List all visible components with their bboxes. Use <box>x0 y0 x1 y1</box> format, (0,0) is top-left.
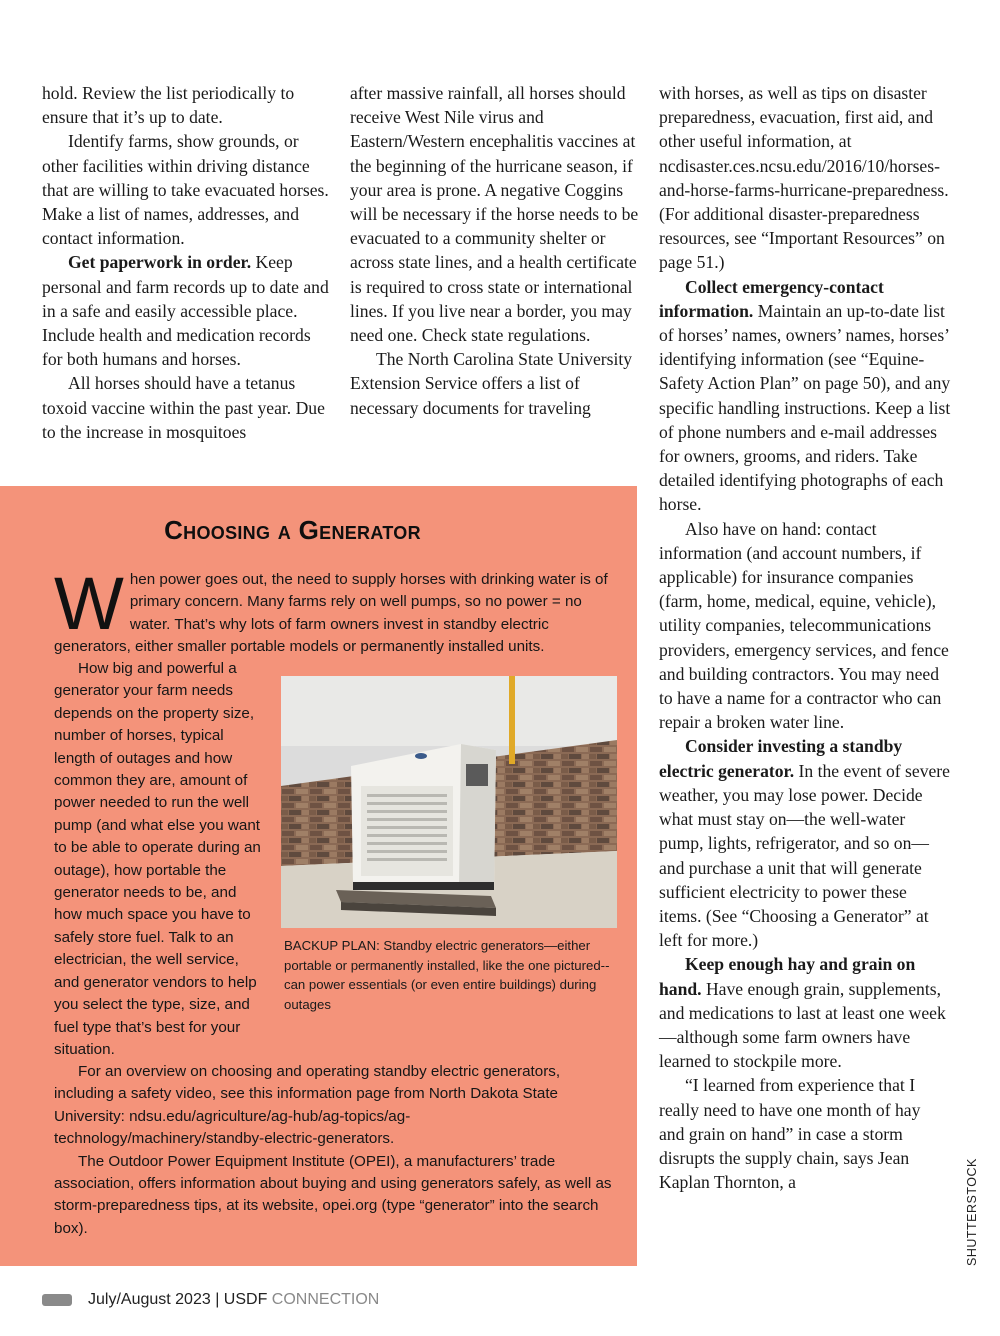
paragraph-lead-in: Keep enough hay and grain on hand. <box>659 954 916 999</box>
column-3 <box>659 81 951 1194</box>
column-2 <box>350 81 640 420</box>
drop-cap: W <box>54 562 124 645</box>
sidebar-title: Choosing a Generator <box>164 515 421 545</box>
sidebar-p3: For an overview on choosing and operating standby electric generators, including a safety video, see this information page from North Dakota State University: ndsu.edu/agriculture/ag-hub/ag-topics/ag-technology/machinery/standby-electric-generators. <box>54 1063 561 1148</box>
photo-credit: SHUTTERSTOCK <box>965 1158 979 1266</box>
col1-paragraph: All horses should have a tetanus toxoid vaccine within the past year. Due to the increase in mosquitoes <box>42 373 325 442</box>
page-footer <box>42 1291 379 1309</box>
col3-paragraph <box>659 952 951 1073</box>
paragraph-body: Have enough grain, supplements, and medications to last at least one week—although some farm owners have learned to stockpile more. <box>659 978 946 1072</box>
issue-date: July/August 2023 <box>88 1291 211 1308</box>
sidebar-p2-text: How big and powerful a generator your farm needs depends on the property size, number of horses, typical length of outages and how common they are, amount of power needed to run the well pump (and what else you want to be able to operate during an outage), how portable the generator needs to be, and how much space you have to safely store fuel. Talk to an electrician, the well service, and generator vendors to help you select the type, size, and fuel type that’s best for your situation. <box>54 660 261 1058</box>
col2-paragraph: after massive rainfall, all horses should receive West Nile virus and Eastern/Western encephalitis vaccines at the beginning of the hurricane season, if your area is prone. A negative Coggins will be necessary if the horse needs to be evacuated to a community shelter or across state lines, and a health certificate is required to cross state or international lines. If you live near a border, you may need one. Check state regulations. <box>350 83 639 346</box>
generator-photo <box>281 676 617 928</box>
sidebar-p4: The Outdoor Power Equipment Institute (OPEI), a manufacturers’ trade association, offers information about buying and using generators safely, as well as storm-preparedness tips, at its website, opei.org (type “generator” into the search box). <box>54 1152 612 1237</box>
paragraph-lead-in: Collect emergency-contact information. <box>659 276 884 321</box>
paragraph-lead-in: Consider investing a standby electric generator. <box>659 736 903 781</box>
col2-paragraph: The North Carolina State University Extension Service offers a list of necessary documents for traveling <box>350 349 633 418</box>
paragraph-body: Keep personal and farm records up to date and in a safe and easily accessible place. Include health and medication records for both humans and horses. <box>42 252 329 370</box>
col3-paragraph: Also have on hand: contact information (and account numbers, if applicable) for insurance companies (farm, home, medical, equine, vehicle), utility companies, telecommunications providers, emergency services, and fence and building contractors. You may need to have a name for a contractor who can repair a broken water line. <box>659 518 949 733</box>
sidebar-intro <box>54 562 620 659</box>
col3-paragraph <box>659 275 951 517</box>
col3-paragraph <box>659 734 951 952</box>
column-1 <box>42 81 332 444</box>
sidebar-paragraph-3 <box>54 1061 620 1240</box>
col1-paragraph: Identify farms, show grounds, or other facilities within driving distance that are willing to take evacuated horses. Make a list of names, addresses, and contact information. <box>42 131 329 249</box>
photo-caption: BACKUP PLAN: Standby electric generators—either portable or permanently installed, like the one pictured--can power essentials (or even entire buildings) during outages <box>284 938 610 1012</box>
magazine-brand: USDF <box>223 1291 268 1308</box>
col1-paragraph <box>42 250 332 371</box>
footer-separator: | <box>210 1291 224 1308</box>
magazine-brand-connection: CONNECTION <box>267 1291 380 1308</box>
col3-paragraph: with horses, as well as tips on disaster preparedness, evacuation, first aid, and other useful information, at ncdisaster.ces.ncsu.edu/2016/10/horses-and-horse-farms-hurricane-preparedness. (For additional disaster-preparedness resources, see “Important Resources” on page 51.) <box>659 83 949 273</box>
generator-illustration <box>281 676 617 928</box>
col3-paragraph: “I learned from experience that I really need to have one month of hay and grain on hand” in case a storm disrupts the supply chain, says Jean Kaplan Thornton, a <box>659 1075 921 1193</box>
page-number-redacted <box>42 1294 72 1306</box>
col1-paragraph: hold. Review the list periodically to ensure that it’s up to date. <box>42 83 295 128</box>
sidebar-intro-text: hen power goes out, the need to supply horses with drinking water is of primary concern. Many farms rely on well pumps, so no power = no water. That’s why lots of farm owners invest in standby electric generators, either smaller portable models or permanently installed units. <box>54 571 608 656</box>
paragraph-lead-in: Get paperwork in order. <box>68 252 252 273</box>
paragraph-body: In the event of severe weather, you may lose power. Decide what must stay on—the well-water pump, lights, refrigerator, and so on—and purchase a unit that will generate sufficient electricity to power these items. (See “Choosing a Generator” at left for more.) <box>659 760 950 951</box>
paragraph-body: Maintain an up-to-date list of horses’ names, owners’ names, horses’ identifying information (see “Equine-Safety Action Plan” on page 50), and any specific handling instructions. Keep a list of phone numbers and e-mail addresses for owners, grooms, and riders. Take detailed identifying photographs of each horse. <box>659 300 951 515</box>
